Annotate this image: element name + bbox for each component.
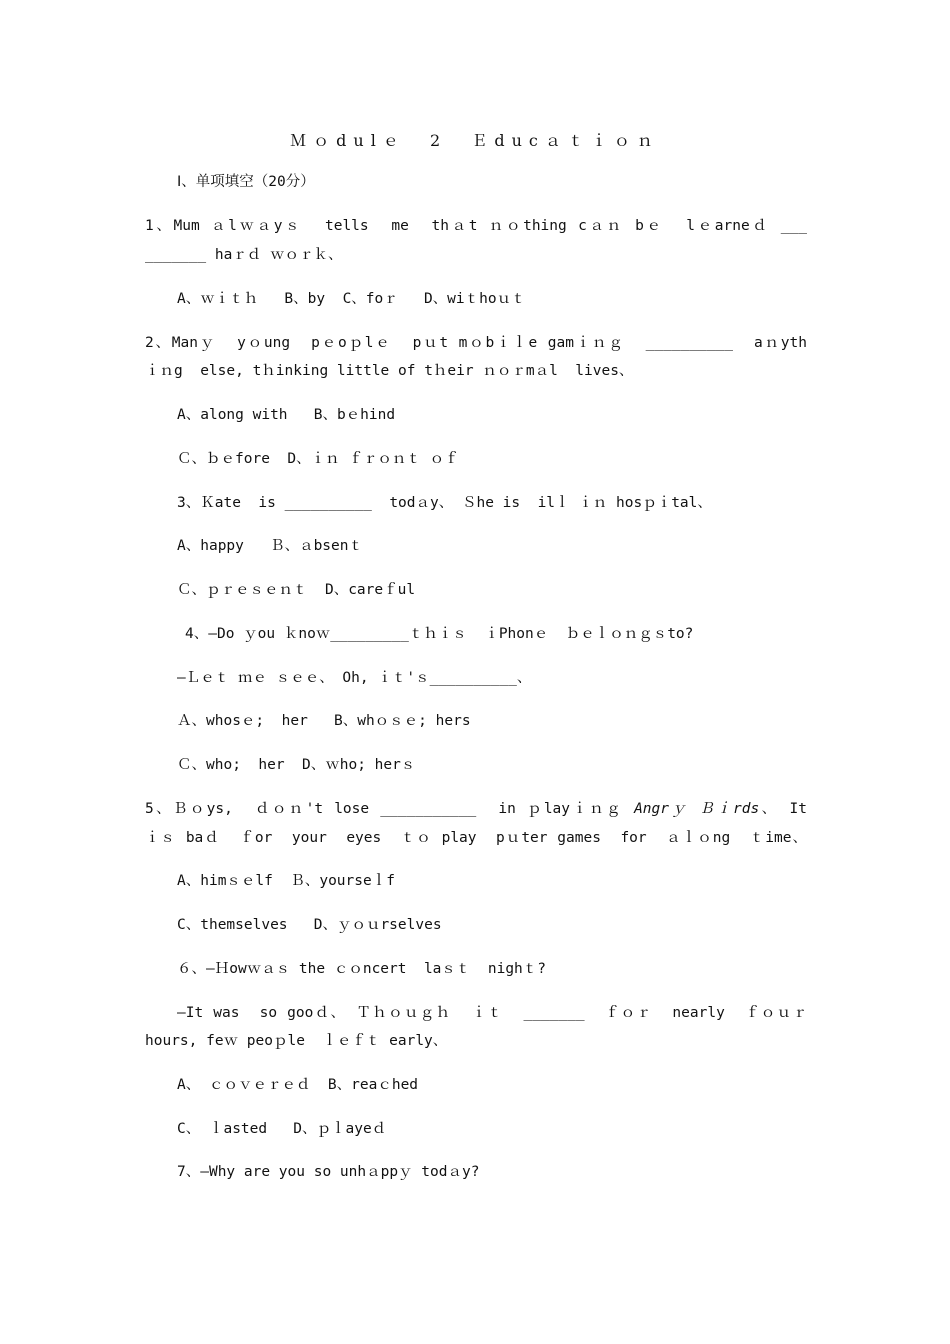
- section-heading: Ⅰ、单项填空（20分）: [177, 174, 315, 190]
- question-2-options-cd: Ｃ、ｂｅfore D、ｉｎ ｆｒｏｎｔ ｏｆ: [177, 451, 459, 467]
- question-5-options-ab: A、himｓｅlf Ｂ、yourseｌf: [177, 873, 395, 889]
- question-2-options-ab: A、along with B、bｅhind: [177, 407, 396, 423]
- question-6-line-1: ６、—Ｈowｗａｓ the ｃｏncert laｓｔ nighｔ?: [177, 961, 547, 977]
- question-5-line-2: ｉｓ baｄ ｆor your eyes ｔｏ play pｕter games for ａｌｏng ｔime、: [145, 830, 807, 846]
- question-3-options-cd: Ｃ、ｐｒｅｓｅｎｔ D、careｆul: [177, 582, 416, 598]
- question-4-options-cd: Ｃ、who; her D、ｗho; herｓ: [177, 757, 416, 773]
- question-4-options-ab: Ａ、whosｅ; her B、whｏｓｅ; hers: [177, 713, 471, 729]
- question-5-options-cd: C、themselves D、ｙｏｕrselves: [177, 917, 442, 933]
- question-6-options-ab: A、 ｃｏｖｅｒｅｄ B、reaｃhed: [177, 1077, 419, 1093]
- question-6-line-2: —It was so gooｄ、 Ｔｈｏｕｇｈ ｉｔ _______ ｆｏｒ nearly ｆｏｕｒ: [177, 1005, 807, 1021]
- question-4-line-1: 4、—Do ｙou ｋnoｗ_________ｔｈｉｓ ｉPhonｅ ｂｅｌｏｎｇｓto?: [185, 626, 694, 642]
- question-6-options-cd: C、 ｌasted D、ｐｌayeｄ: [177, 1121, 387, 1137]
- question-3-options-ab: A、happy Ｂ、ａbsenｔ: [177, 538, 363, 554]
- question-1-options: A、ｗｉｔｈ B、by C、foｒ D、wiｔhoｕｔ: [177, 291, 526, 307]
- question-4-line-2: —Ｌｅｔ ｍｅ ｓｅｅ、 Oh, ｉｔ'ｓ__________、: [177, 670, 532, 686]
- question-2-line-2: ｉｎg else, tｈinking little of tｈeir ｎｏｒmａl lives、: [145, 363, 634, 379]
- question-5-text-before: 5、Ｂｏys, ｄｏｎ't lose ___________ in ｐlayｉｎｇ: [145, 801, 635, 817]
- question-6-line-3: hours, feｗ peoｐle ｌｅｆｔ early、: [145, 1033, 448, 1049]
- page-title: Ｍｏdulｅ 2 Ｅducａｔｉｏｎ: [290, 131, 660, 150]
- question-5-text-after: 、 It: [759, 801, 807, 817]
- question-2-line-1: 2、Manｙ yｏung pｅoｐlｅ pｕt mｏbｉｌe gamｉｎｇ __________ aｎyth: [145, 335, 807, 351]
- question-5-game-title: Angrｙ Ｂｉrds: [634, 801, 760, 817]
- question-1-line-2: _______ haｒｄ ｗｏｒｋ、: [145, 247, 343, 263]
- question-3-line-1: 3、Ｋate is __________ todａy、 Ｓhe is ilｌ ｉｎ hosｐｉtal、: [177, 495, 712, 511]
- question-5-line-1: [145, 800, 807, 818]
- question-1-line-1: 1、Mum ａlｗａyｓ tells me thａt ｎｏthing cａｎ bｅ lｅarneｄ ___: [145, 218, 807, 234]
- question-7-line-1: 7、—Why are you so unhａppｙ todａy?: [177, 1164, 480, 1180]
